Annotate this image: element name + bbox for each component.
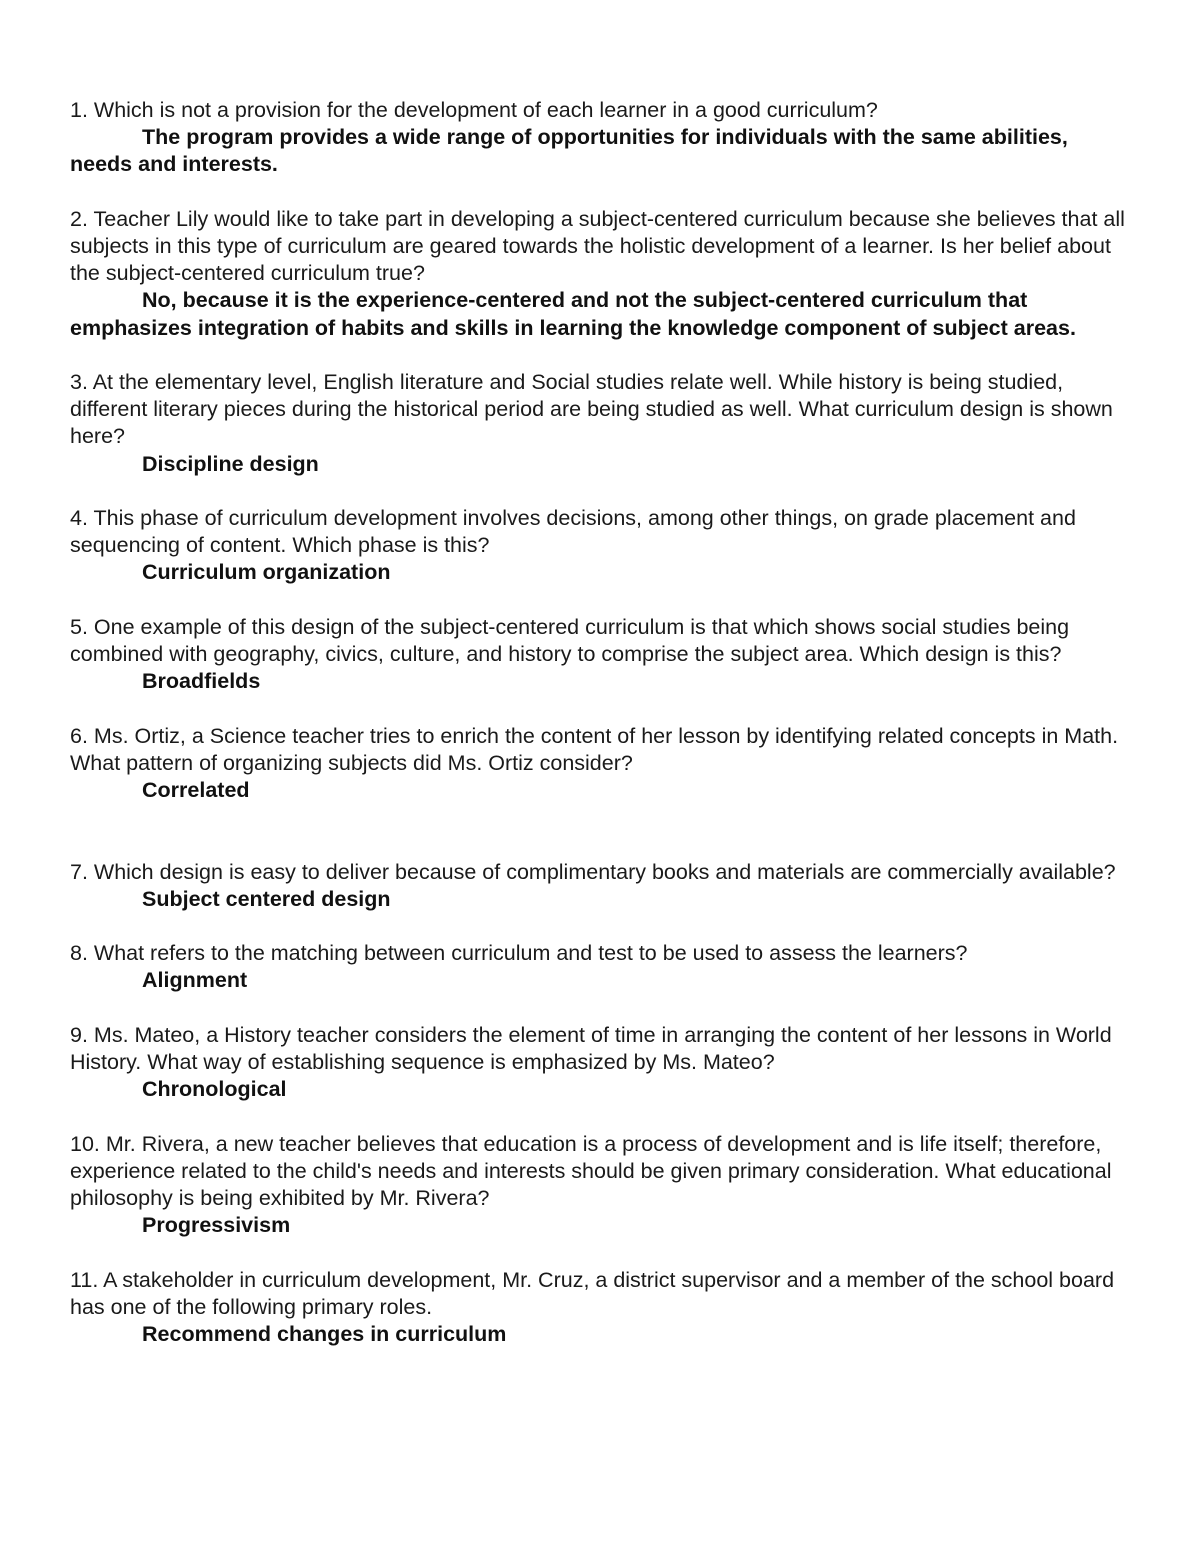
question-text: 10. Mr. Rivera, a new teacher believes that education is a process of development and is life itself; therefore, experience related to the child's needs and interests should be given primary consideration. What educational philosophy is being exhibited by Mr. Rivera? (70, 1131, 1112, 1210)
question-item-9 (70, 1022, 1132, 1104)
question-text: 9. Ms. Mateo, a History teacher considers the element of time in arranging the content of her lessons in World History. What way of establishing sequence is emphasized by Ms. Mateo? (70, 1022, 1112, 1074)
question-text: 7. Which design is easy to deliver because of complimentary books and materials are commercially available? (70, 859, 1116, 884)
answer-text: Correlated (142, 778, 250, 802)
question-item-7 (70, 859, 1132, 913)
question-text: 3. At the elementary level, English literature and Social studies relate well. While history is being studied, different literary pieces during the historical period are being studied as well. What curriculum design is shown here? (70, 370, 1113, 449)
question-text: 11. A stakeholder in curriculum development, Mr. Cruz, a district supervisor and a member of the school board has one of the following primary roles. (70, 1267, 1115, 1319)
question-item-11 (70, 1267, 1132, 1349)
question-item-5 (70, 614, 1132, 696)
question-item-6 (70, 723, 1132, 805)
answer-text: Alignment (142, 968, 248, 993)
answer-text: No, because it is the experience-centered and not the subject-centered curriculum that emphasizes integration of habits and skills in learning the knowledge component of subject areas. (70, 288, 1076, 340)
document-body (70, 97, 1132, 1375)
answer-text: Discipline design (142, 451, 319, 476)
question-text: 2. Teacher Lily would like to take part in developing a subject-centered curriculum because she believes that all subjects in this type of curriculum are geared towards the holistic development of a learner. Is her belief about the subject-centered curriculum true? (70, 206, 1125, 286)
question-text: 1. Which is not a provision for the development of each learner in a good curriculum? (70, 98, 878, 122)
answer-text: Chronological (142, 1077, 287, 1102)
answer-text: Broadfields (142, 669, 261, 694)
question-item-10 (70, 1131, 1132, 1240)
question-item-8 (70, 940, 1132, 994)
answer-text: Progressivism (142, 1213, 291, 1238)
question-item-2 (70, 206, 1132, 342)
question-item-4 (70, 505, 1132, 587)
answer-text: Curriculum organization (142, 560, 391, 585)
answer-text: Subject centered design (142, 886, 391, 911)
question-text: 8. What refers to the matching between curriculum and test to be used to assess the learners? (70, 941, 968, 966)
question-text: 4. This phase of curriculum development involves decisions, among other things, on grade placement and sequencing of content. Which phase is this? (70, 506, 1076, 558)
answer-text: The program provides a wide range of opportunities for individuals with the same abilities, needs and interests. (70, 125, 1068, 177)
question-text: 5. One example of this design of the subject-centered curriculum is that which shows social studies being combined with geography, civics, culture, and history to comprise the subject area. Which design is this? (70, 614, 1070, 666)
question-item-1 (70, 97, 1132, 179)
question-item-3 (70, 369, 1132, 478)
question-text: 6. Ms. Ortiz, a Science teacher tries to enrich the content of her lesson by identifying related concepts in Math. What pattern of organizing subjects did Ms. Ortiz consider? (70, 723, 1119, 775)
answer-text: Recommend changes in curriculum (142, 1321, 507, 1346)
